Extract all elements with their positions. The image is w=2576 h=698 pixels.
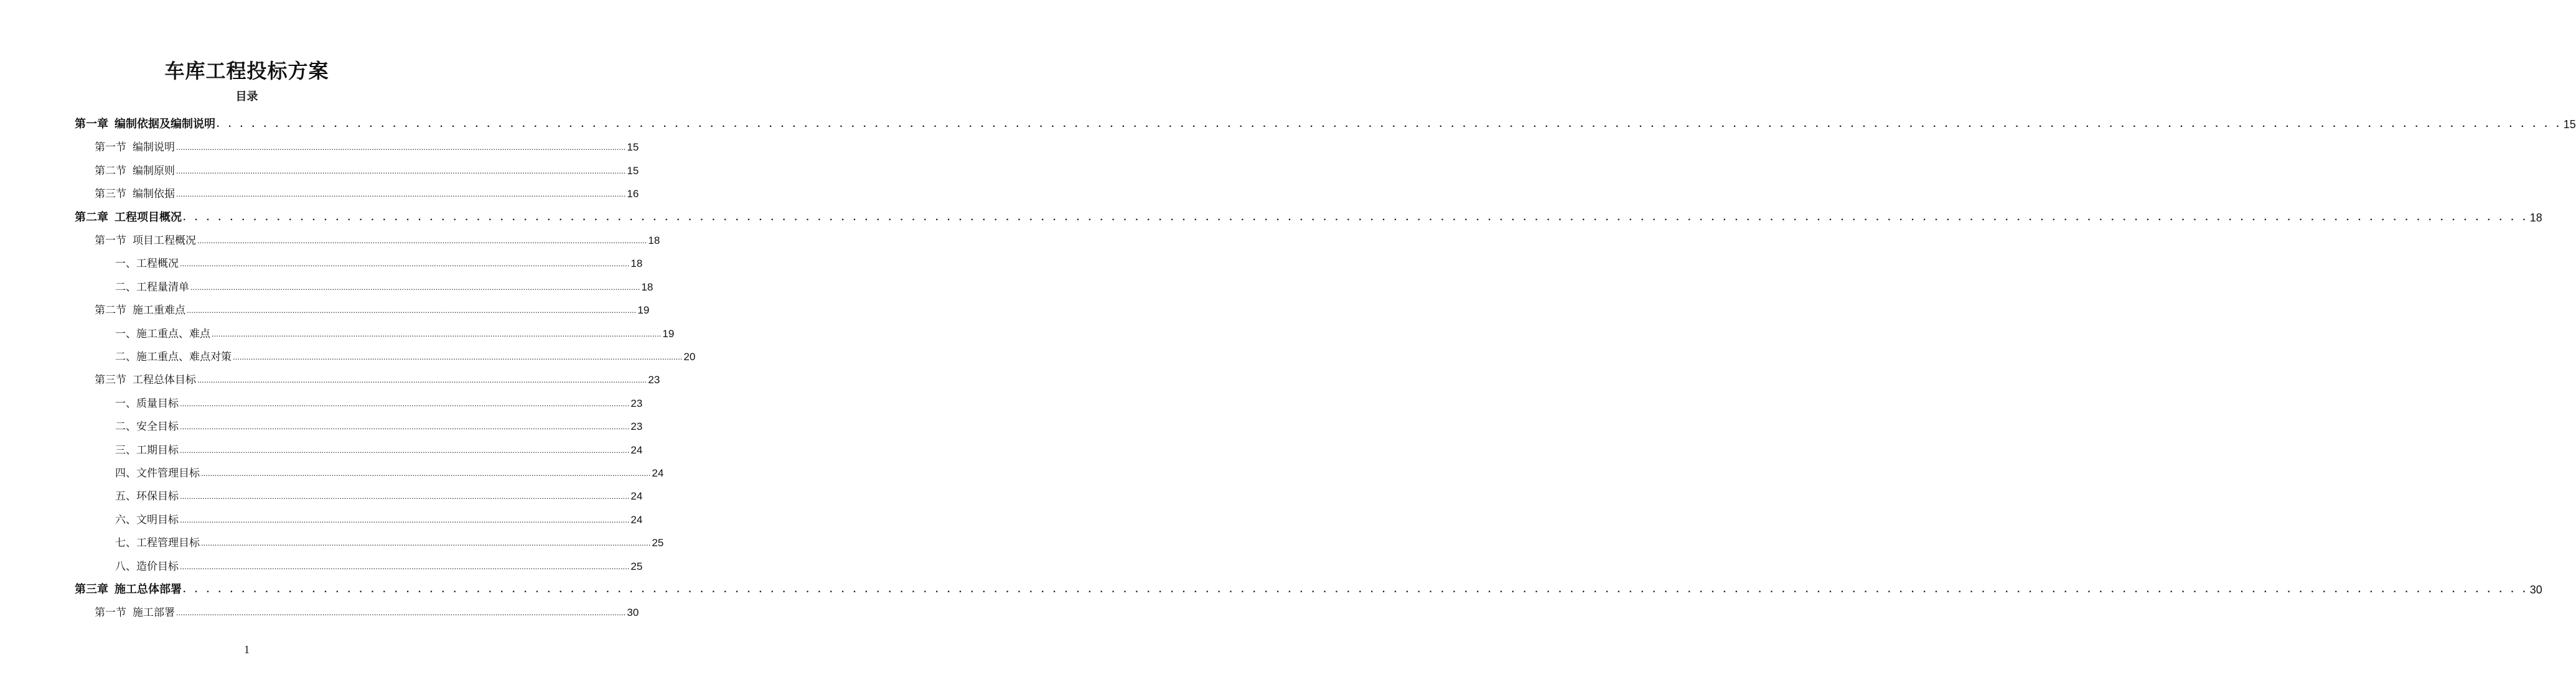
toc-section-entry[interactable]	[95, 369, 660, 388]
toc-entry-text: 工程总体目标	[133, 374, 196, 386]
page-number: 1	[244, 643, 250, 656]
toc-entry-label	[115, 513, 179, 528]
toc-entry-number: 一、	[115, 398, 136, 410]
toc-item-entry[interactable]	[115, 485, 643, 504]
toc-page-number: 30	[2529, 584, 2542, 596]
toc-dot-leader: ........................................................................................................................................................................................................	[176, 142, 626, 152]
toc-item-entry[interactable]	[115, 416, 643, 434]
toc-page-number: 18	[641, 281, 653, 293]
toc-item-entry[interactable]	[115, 462, 664, 481]
toc-entry-label	[95, 164, 175, 179]
toc-page-number: 15	[2563, 118, 2576, 131]
toc-entry-text: 施工部署	[133, 607, 175, 619]
toc-item-entry[interactable]	[115, 532, 664, 551]
toc-dot-leader: . . . . . . . . . . . . . . . . . . . . . . . . . . . . . . . . . . . . . . . . . . . . . . . . . . . . . . . . . . . . . . . . . . . . . . . . . . . . . . . . . . . . . . . . . . . . . . . . . . . . . . . . . . . . . . . . . . . . . . . . . . . . . . . . . . . . . . . . . . . . . . . . . . . . . . . . . . . . . . . . . . . . . . . . . . . . . . . . . . . . . . . . . . . . . . . . . . . . . . . .	[183, 584, 2529, 595]
toc-entry-number: 第三章	[75, 583, 108, 596]
toc-page-number: 30	[627, 607, 639, 618]
toc-entry-number: 第一节	[95, 141, 126, 154]
toc-item-entry[interactable]	[115, 393, 643, 411]
toc-entry-text: 施工总体部署	[115, 583, 182, 596]
toc-entry-number: 五、	[115, 490, 136, 503]
toc-page-number: 18	[2529, 212, 2542, 224]
toc-item-entry[interactable]	[115, 439, 643, 458]
toc-dot-leader: ........................................................................................................................................................................................................	[187, 305, 637, 315]
toc-entry-label	[95, 233, 196, 248]
toc-section-entry[interactable]	[95, 136, 639, 155]
toc-chapter-entry[interactable]	[75, 207, 2542, 225]
toc-entry-label	[95, 303, 185, 318]
toc-entry-label	[115, 536, 200, 551]
toc-dot-leader: ........................................................................................................................................................................................................	[190, 282, 640, 292]
toc-entry-label	[95, 605, 175, 620]
toc-entry-text: 工期目标	[136, 444, 179, 457]
toc-entry-text: 施工重点、难点对策	[136, 351, 232, 363]
toc-entry-number: 第三节	[95, 188, 126, 200]
toc-entry-label	[75, 582, 182, 597]
toc-entry-number: 二、	[115, 281, 136, 294]
toc-dot-leader: ........................................................................................................................................................................................................	[233, 352, 683, 361]
toc-entry-label	[115, 559, 179, 574]
toc-entry-number: 第一节	[95, 607, 126, 619]
toc-entry-text: 环保目标	[136, 490, 179, 503]
toc-entry-number: 第三节	[95, 374, 126, 386]
toc-dot-leader: ........................................................................................................................................................................................................	[197, 375, 647, 384]
toc-dot-leader: ........................................................................................................................................................................................................	[176, 166, 626, 175]
toc-entry-label	[75, 117, 215, 132]
toc-entry-label	[115, 466, 200, 481]
toc-entry-number: 第一节	[95, 235, 126, 247]
toc-section-entry[interactable]	[95, 299, 650, 318]
toc-dot-leader: ........................................................................................................................................................................................................	[180, 399, 630, 408]
toc-page-number: 23	[648, 374, 660, 386]
toc-entry-text: 工程量清单	[136, 281, 189, 294]
toc-section-entry[interactable]	[95, 160, 639, 179]
toc-dot-leader: ........................................................................................................................................................................................................	[180, 562, 630, 571]
toc-page-number: 19	[637, 304, 650, 316]
toc-entry-number: 六、	[115, 514, 136, 526]
toc-dot-leader: ........................................................................................................................................................................................................	[176, 608, 626, 617]
toc-page-number: 15	[627, 141, 639, 153]
toc-dot-leader: ........................................................................................................................................................................................................	[201, 468, 651, 478]
toc-item-entry[interactable]	[115, 323, 675, 342]
toc-entry-label	[75, 210, 182, 225]
toc-entry-number: 一、	[115, 258, 136, 270]
toc-chapter-entry[interactable]	[75, 579, 2542, 597]
toc-entry-text: 造价目标	[136, 561, 179, 573]
toc-page-number: 25	[652, 537, 664, 549]
toc-dot-leader: ........................................................................................................................................................................................................	[212, 329, 662, 338]
toc-entry-text: 工程概况	[136, 258, 179, 270]
toc-entry-text: 工程项目概况	[115, 211, 182, 224]
toc-entry-label	[115, 396, 179, 411]
toc-entry-number: 三、	[115, 444, 136, 457]
toc-dot-leader: ........................................................................................................................................................................................................	[180, 515, 630, 524]
toc-entry-text: 施工重难点	[133, 304, 185, 317]
toc-page-number: 18	[630, 258, 643, 269]
toc-dot-leader: ........................................................................................................................................................................................................	[176, 189, 626, 198]
toc-page-number: 16	[627, 188, 639, 200]
toc-entry-number: 第二节	[95, 304, 126, 317]
toc-entry-label	[95, 187, 175, 202]
toc-item-entry[interactable]	[115, 556, 643, 574]
toc-section-entry[interactable]	[95, 602, 639, 620]
toc-chapter-entry[interactable]	[75, 113, 2576, 132]
toc-dot-leader: ........................................................................................................................................................................................................	[180, 491, 630, 501]
toc-section-entry[interactable]	[95, 183, 639, 202]
toc-entry-text: 编制说明	[133, 141, 175, 154]
toc-entry-label	[115, 256, 179, 271]
toc-dot-leader: . . . . . . . . . . . . . . . . . . . . . . . . . . . . . . . . . . . . . . . . . . . . . . . . . . . . . . . . . . . . . . . . . . . . . . . . . . . . . . . . . . . . . . . . . . . . . . . . . . . . . . . . . . . . . . . . . . . . . . . . . . . . . . . . . . . . . . . . . . . . . . . . . . . . . . . . . . . . . . . . . . . . . . . . . . . . . . . . . . . . . . . . . . . . . . . . . . . . . . . .	[183, 212, 2529, 223]
toc-page-number: 24	[652, 467, 664, 479]
toc-item-entry[interactable]	[115, 276, 653, 295]
toc-item-entry[interactable]	[115, 253, 643, 271]
toc-entry-label	[115, 350, 232, 365]
toc-entry-number: 七、	[115, 537, 136, 549]
toc-entry-label	[115, 327, 210, 342]
toc-page-number: 18	[648, 235, 660, 246]
toc-item-entry[interactable]	[115, 509, 643, 528]
toc-entry-text: 文明目标	[136, 514, 179, 526]
toc-page-number: 23	[630, 421, 643, 432]
toc-dot-leader: . . . . . . . . . . . . . . . . . . . . . . . . . . . . . . . . . . . . . . . . . . . . . . . . . . . . . . . . . . . . . . . . . . . . . . . . . . . . . . . . . . . . . . . . . . . . . . . . . . . . . . . . . . . . . . . . . . . . . . . . . . . . . . . . . . . . . . . . . . . . . . . . . . . . . . . . . . . . . . . . . . . . . . . . . . . . . . . . . . . . . . . . . . . . . . . . . . . . . . . .	[217, 119, 2562, 129]
toc-dot-leader: ........................................................................................................................................................................................................	[180, 445, 630, 455]
toc-entry-number: 一、	[115, 328, 136, 340]
toc-page-number: 24	[630, 444, 643, 456]
toc-entry-text: 编制原则	[133, 165, 175, 177]
toc-heading: 目录	[235, 90, 258, 103]
toc-section-entry[interactable]	[95, 230, 660, 248]
toc-entry-number: 二、	[115, 351, 136, 363]
toc-dot-leader: ........................................................................................................................................................................................................	[180, 259, 630, 268]
toc-entry-label	[115, 443, 179, 458]
toc-dot-leader: ........................................................................................................................................................................................................	[201, 538, 651, 547]
toc-page-number: 19	[662, 328, 675, 340]
toc-entry-text: 安全目标	[136, 421, 179, 433]
toc-entry-text: 质量目标	[136, 398, 179, 410]
toc-entry-number: 第二节	[95, 165, 126, 177]
toc-entry-label	[95, 373, 196, 388]
toc-entry-text: 工程管理目标	[136, 537, 200, 549]
toc-dot-leader: ........................................................................................................................................................................................................	[197, 236, 647, 245]
document-title: 车库工程投标方案	[164, 59, 329, 83]
toc-item-entry[interactable]	[115, 346, 696, 365]
toc-entry-text: 编制依据	[133, 188, 175, 200]
toc-page-number: 23	[630, 398, 643, 409]
toc-entry-label	[115, 489, 179, 504]
toc-page-number: 25	[630, 561, 643, 572]
toc-dot-leader: ........................................................................................................................................................................................................	[180, 422, 630, 431]
toc-page-number: 15	[627, 165, 639, 177]
toc-entry-label	[115, 419, 179, 434]
toc-page-number: 24	[630, 514, 643, 526]
toc-entry-number: 第二章	[75, 211, 108, 224]
toc-entry-text: 施工重点、难点	[136, 328, 210, 340]
toc-entry-label	[115, 280, 189, 295]
toc-entry-text: 编制依据及编制说明	[115, 118, 215, 131]
toc-entry-label	[95, 140, 175, 155]
toc-entry-number: 二、	[115, 421, 136, 433]
toc-entry-number: 第一章	[75, 118, 108, 131]
toc-page-number: 24	[630, 490, 643, 502]
toc-page-number: 20	[683, 351, 696, 363]
toc-entry-number: 八、	[115, 561, 136, 573]
toc-entry-text: 文件管理目标	[136, 467, 200, 480]
toc-entry-text: 项目工程概况	[133, 235, 196, 247]
toc-entry-number: 四、	[115, 467, 136, 480]
